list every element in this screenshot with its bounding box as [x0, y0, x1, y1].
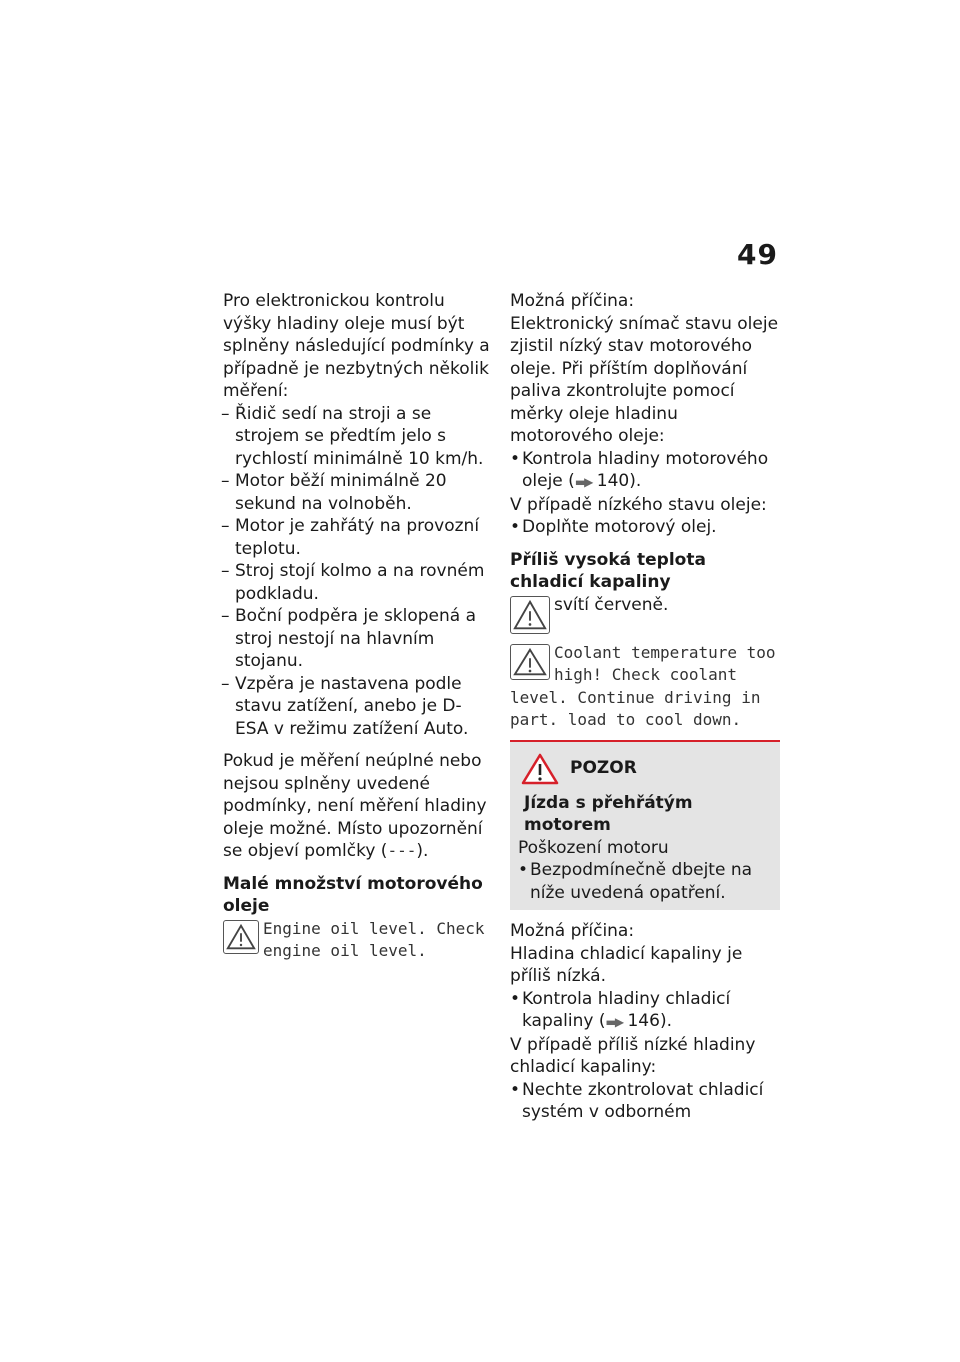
warning-triangle-icon — [223, 920, 259, 954]
cause-text: Hladina chladicí kapaliny je příliš nízká. — [510, 943, 743, 986]
page-reference-arrow-icon: ▬▶ — [574, 475, 592, 489]
warning-triangle-icon — [510, 644, 550, 680]
too-low-bullets — [510, 1079, 780, 1124]
caution-title: POZOR — [570, 758, 637, 779]
cause-bullets — [510, 448, 780, 494]
incomplete-paragraph — [223, 750, 495, 863]
list-item: • Nechte zkontrolovat chladicí systém v odborném — [510, 1079, 780, 1124]
right-column — [510, 290, 780, 1124]
incomplete-text: Pokud je měření neúplné nebo nejsou splněny uvedené podmínky, není měření hladiny oleje možné. Místo upozornění se objeví pomlčky ( — [223, 751, 487, 861]
caution-triangle-icon — [520, 752, 560, 786]
low-state-bullets — [510, 516, 780, 539]
too-low-label: V případě příliš nízké hladiny chladicí kapaliny: — [510, 1034, 756, 1077]
list-item — [510, 988, 780, 1034]
page-number: 49 — [737, 238, 778, 271]
low-oil-message-block — [223, 918, 495, 963]
dashes-display: --- — [387, 841, 417, 860]
intro-text: Pro elektronickou kontrolu výšky hladiny oleje musí být splněny následující podmínky a případně je nezbytných několik měření: — [223, 291, 490, 401]
caution-box — [510, 740, 780, 911]
cause-label: Možná příčina: — [510, 921, 635, 941]
list-item: – Motor běží minimálně 20 sekund na volnoběh. — [223, 470, 495, 515]
bullet-text: Kontrola hladiny motorového oleje ( — [522, 448, 769, 491]
page-reference-arrow-icon: ▬▶ — [605, 1015, 623, 1029]
bullet-end: ). — [629, 471, 642, 491]
left-column — [223, 290, 495, 963]
red-light-text: svítí červeně. — [554, 594, 669, 615]
conditions-list — [223, 403, 495, 741]
incomplete-end: ). — [416, 841, 429, 861]
coolant-message: Coolant temperature too high! Check coolant level. Continue driving in part. load to cool down. — [510, 642, 776, 729]
page-reference[interactable]: 140 — [596, 471, 630, 491]
coolant-message-block — [510, 642, 780, 732]
page-reference[interactable]: 146 — [627, 1011, 660, 1031]
low-oil-heading: Malé množství motorového oleje — [223, 873, 483, 916]
cause-text: Elektronický snímač stavu oleje zjistil nízký stav motorového oleje. Při příštím doplňování paliva zkontrolujte pomocí měrky oleje hladinu motorového oleje: — [510, 313, 779, 446]
caution-damage: Poškození motoru — [518, 837, 669, 858]
caution-subtitle: Jízda s přehřátým motorem — [524, 792, 693, 835]
list-item: • Doplňte motorový olej. — [510, 516, 780, 539]
coolant-heading: Příliš vysoká teplota chladicí kapaliny — [510, 549, 706, 592]
bullet-text: Kontrola hladiny chladicí kapaliny ( — [522, 988, 731, 1031]
low-oil-message: Engine oil level. Check engine oil level. — [263, 918, 485, 960]
caution-header — [518, 752, 772, 786]
list-item — [510, 448, 780, 494]
list-item: – Stroj stojí kolmo a na rovném podkladu. — [223, 560, 495, 605]
caution-bullets — [518, 859, 772, 904]
list-item: • Bezpodmínečně dbejte na níže uvedená opatření. — [518, 859, 772, 904]
list-item: – Motor je zahřátý na provozní teplotu. — [223, 515, 495, 560]
list-item: – Vzpěra je nastavena podle stavu zatížení, anebo je D-ESA v režimu zatížení Auto. — [223, 673, 495, 741]
bullet-end: ). — [659, 1011, 672, 1031]
list-item: – Boční podpěra je sklopená a stroj nestojí na hlavním stojanu. — [223, 605, 495, 673]
cause2-bullets — [510, 988, 780, 1034]
warning-triangle-icon — [510, 596, 550, 634]
red-light-block — [510, 594, 780, 634]
low-state-label: V případě nízkého stavu oleje: — [510, 494, 767, 515]
list-item: – Řidič sedí na stroji a se strojem se předtím jelo s rychlostí minimálně 10 km/h. — [223, 403, 495, 471]
cause-label: Možná příčina: — [510, 291, 635, 311]
